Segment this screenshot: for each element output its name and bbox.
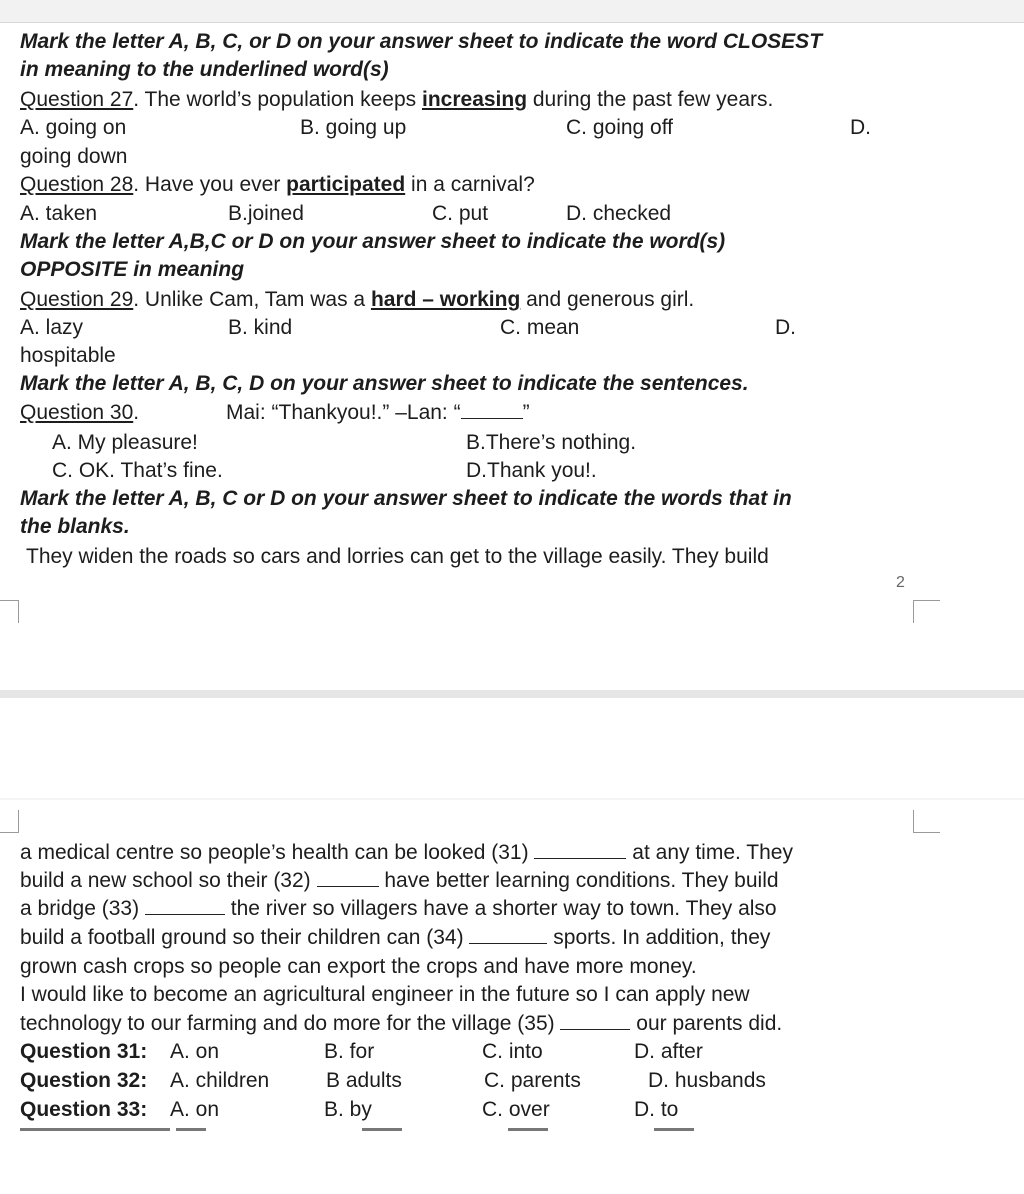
q31-option-c: C. into bbox=[482, 1040, 543, 1063]
page-2 bbox=[0, 800, 1024, 1160]
q33-option-d: D. to bbox=[634, 1098, 679, 1121]
question-33-label: Question 33: bbox=[20, 1098, 148, 1121]
bottom-blank-area bbox=[0, 1160, 1024, 1194]
q30-option-d: D.Thank you!. bbox=[466, 459, 597, 482]
q32-option-a: A. children bbox=[170, 1069, 270, 1092]
q31-option-d: D. after bbox=[634, 1040, 703, 1063]
crop-mark bbox=[913, 810, 940, 833]
q33-option-b: B. by bbox=[324, 1098, 372, 1121]
passage-line-3: build a new school so their (32) have better learning conditions. They build bbox=[20, 869, 779, 892]
q33-option-c: C. over bbox=[482, 1098, 550, 1121]
q31-option-b: B. for bbox=[324, 1040, 375, 1063]
answer-blank bbox=[461, 400, 523, 419]
question-30: Question 30. bbox=[20, 401, 140, 424]
q30-dialogue: Mai: “Thankyou!.” –Lan: “ ” bbox=[226, 401, 530, 424]
passage-line-5: build a football ground so their children can (34) sports. In addition, they bbox=[20, 926, 771, 949]
section1-instruction-line2: in meaning to the underlined word(s) bbox=[20, 58, 389, 81]
q29-option-b: B. kind bbox=[228, 316, 293, 339]
crop-mark bbox=[913, 600, 940, 623]
q29-option-a: A. lazy bbox=[20, 316, 84, 339]
q32-option-b: B adults bbox=[326, 1069, 402, 1092]
question-27-label: Question 27 bbox=[20, 88, 134, 111]
q33-option-a: A. on bbox=[170, 1098, 220, 1121]
crop-mark bbox=[0, 810, 19, 833]
q27-option-d: D. bbox=[850, 116, 871, 139]
q29-option-d: D. bbox=[775, 316, 796, 339]
q28-option-c: C. put bbox=[432, 202, 489, 225]
q32-option-d: D. husbands bbox=[648, 1069, 766, 1092]
passage-line-8: technology to our farming and do more for the village (35) our parents did. bbox=[20, 1012, 783, 1035]
q27-option-b: B. going up bbox=[300, 116, 407, 139]
q27-option-a: A. going on bbox=[20, 116, 127, 139]
q29-option-c: C. mean bbox=[500, 316, 580, 339]
passage-line-1: They widen the roads so cars and lorries can get to the village easily. They build bbox=[26, 545, 769, 568]
passage-line-6: grown cash crops so people can export the crops and have more money. bbox=[20, 955, 697, 978]
q30-option-c: C. OK. That’s fine. bbox=[52, 459, 223, 482]
underlined-word: hard – working bbox=[370, 288, 521, 311]
section2-instruction-line1: Mark the letter A,B,C or D on your answer sheet to indicate the word(s) bbox=[20, 230, 726, 253]
section1-instruction-line1: Mark the letter A, B, C, or D on your answer sheet to indicate the word CLOSEST bbox=[20, 30, 823, 53]
page-number: 2 bbox=[896, 574, 905, 591]
question-28: Question 28. Have you ever participated in a carnival? bbox=[20, 173, 535, 196]
crop-mark bbox=[0, 600, 19, 623]
q31-option-a: A. on bbox=[170, 1040, 220, 1063]
q28-option-b: B.joined bbox=[228, 202, 304, 225]
q28-option-d: D. checked bbox=[566, 202, 672, 225]
section4-instruction-line2: the blanks. bbox=[20, 515, 130, 538]
question-31-label: Question 31: bbox=[20, 1040, 148, 1063]
question-28-label: Question 28 bbox=[20, 173, 134, 196]
passage-line-7: I would like to become an agricultural engineer in the future so I can apply new bbox=[20, 983, 750, 1006]
section4-instruction-line1: Mark the letter A, B, C or D on your answer sheet to indicate the words that in bbox=[20, 487, 792, 510]
answer-blank-32 bbox=[317, 868, 379, 887]
q28-option-a: A. taken bbox=[20, 202, 98, 225]
answer-blank-34 bbox=[469, 925, 547, 944]
section3-instruction: Mark the letter A, B, C, D on your answer sheet to indicate the sentences. bbox=[20, 372, 749, 395]
answer-blank-35 bbox=[560, 1011, 630, 1030]
answer-blank-31 bbox=[534, 840, 626, 859]
page-gap-fill bbox=[0, 698, 1024, 798]
underlined-word: increasing bbox=[422, 88, 528, 111]
cut-off-text-row bbox=[20, 1128, 720, 1136]
question-27: Question 27. The world’s population keeps increasing during the past few years. bbox=[20, 88, 774, 111]
q30-option-a: A. My pleasure! bbox=[52, 431, 198, 454]
question-30-label: Question 30 bbox=[20, 401, 134, 424]
passage-line-4: a bridge (33) the river so villagers have a shorter way to town. They also bbox=[20, 897, 777, 920]
q27-option-d-text: going down bbox=[20, 145, 128, 168]
section2-instruction-line2: OPPOSITE in meaning bbox=[20, 258, 245, 281]
q29-option-d-text: hospitable bbox=[20, 344, 116, 367]
q27-option-c: C. going off bbox=[566, 116, 674, 139]
q32-option-c: C. parents bbox=[484, 1069, 581, 1092]
question-32-label: Question 32: bbox=[20, 1069, 148, 1092]
q30-option-b: B.There’s nothing. bbox=[466, 431, 637, 454]
passage-line-2: a medical centre so people’s health can be looked (31) at any time. They bbox=[20, 841, 793, 864]
answer-blank-33 bbox=[145, 896, 225, 915]
underlined-word: participated bbox=[286, 173, 406, 196]
question-29-label: Question 29 bbox=[20, 288, 134, 311]
question-29: Question 29. Unlike Cam, Tam was a hard – working and generous girl. bbox=[20, 288, 695, 311]
